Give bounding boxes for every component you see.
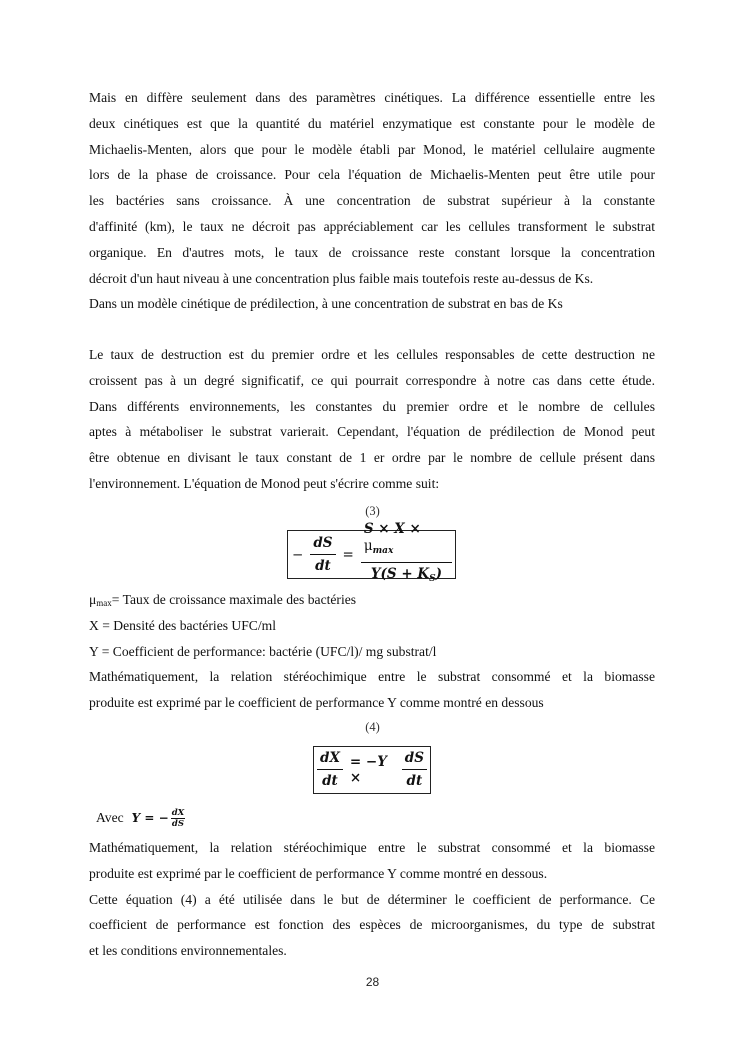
text-line: produite est exprimé par le coefficient de performance Y comme montré en dessous [89, 694, 544, 710]
text-line: coefficient de performance est fonction des espèces de microorganismes, du type de substrat [89, 917, 655, 933]
text-line: et les conditions environnementales. [89, 943, 287, 959]
rhs-denominator-close: ) [435, 566, 442, 582]
text-line: être obtenue en divisant le taux constant de 1 er ordre par le nombre de cellule présent dans [89, 450, 655, 466]
mu-definition-text: = Taux de croissance maximale des bactéries [111, 592, 357, 607]
mu-subscript: max [372, 546, 394, 556]
lhs-denominator: dt [322, 773, 338, 789]
ks-subscript: S [429, 574, 436, 584]
text-line: deux cinétiques est que la quantité du matériel enzymatique est constante pour le modèle de [89, 115, 655, 131]
text-line: organique. En d'autres mots, le taux de croissance reste constant lorsque la concentration [89, 244, 655, 260]
lhs-numerator: dS [310, 535, 335, 555]
text-line: Le taux de destruction est du premier ordre et les cellules responsables de cette destruction ne [89, 347, 655, 362]
paragraph-2 [89, 342, 655, 497]
equation-4-number: (4) [365, 720, 380, 734]
text-line: Mathématiquement, la relation stéréochimique entre le substrat consommé et la biomasse [89, 840, 655, 855]
rhs-numerator-text: S × X × [363, 521, 421, 537]
avec-label: Avec [96, 810, 124, 825]
rhs-fraction [361, 521, 452, 588]
rhs-denominator: dt [406, 773, 423, 789]
rhs-denominator-text: Y(S + K [370, 566, 430, 582]
avec-equation [132, 808, 186, 829]
page-number: 28 [365, 975, 380, 989]
definition-mu [89, 587, 655, 613]
definition-y: Y = Coefficient de performance: bactérie (UFC/l)/ mg substrat/l [89, 643, 437, 659]
avec-denominator: dS [171, 818, 185, 829]
lhs-fraction [310, 535, 335, 575]
text-line: Michaelis-Menten, alors que pour le modèle établi par Monod, le matériel cellulaire augmente [89, 141, 655, 157]
text-line: l'environnement. L'équation de Monod peut s'écrire comme suit: [89, 475, 440, 491]
text-line: Dans différents environnements, les constantes du premier ordre et le nombre de cellules [89, 398, 655, 414]
equation-3-number: (3) [365, 504, 380, 518]
avec-lhs: Y = − [131, 811, 169, 825]
text-line: produite est exprimé par le coefficient de performance Y comme montré en dessous. [89, 865, 548, 881]
equals-sign: = [342, 546, 354, 563]
paragraph-3 [89, 664, 655, 716]
text-line: croissent pas à un degré significatif, ce qui pourrait correspondre à notre cas dans cette étude. [89, 372, 655, 388]
paragraph-4 [89, 835, 655, 964]
text-line: décroit d'un haut niveau à une concentration plus faible mais toutefois reste au-dessus de Ks. [89, 270, 594, 286]
text-line: Mais en diffère seulement dans des paramètres cinétiques. La différence essentielle entre les [89, 90, 655, 105]
text-line: Cette équation (4) a été utilisée dans le but de déterminer le coefficient de performance. Ce [89, 891, 655, 907]
avec-line [96, 804, 185, 832]
lhs-denominator: dt [315, 557, 331, 574]
mu-subscript: max [96, 598, 112, 608]
equation-4-middle: = −Y × [349, 754, 387, 786]
equation-3-box [287, 521, 456, 584]
text-line: Dans un modèle cinétique de prédilection, à une concentration de substrat en bas de Ks [89, 296, 563, 312]
text-line: d'affinité (km), le taux ne décroit pas appréciablement car les cellules transforment le substrat [89, 218, 655, 234]
equation-4-box [313, 746, 431, 794]
text-line: lors de la phase de croissance. Pour cela l'équation de Michaelis-Menten peut être utile pour [89, 167, 655, 183]
paragraph-1 [89, 85, 655, 317]
rhs-fraction [402, 750, 427, 790]
mu-symbol: μ [363, 538, 373, 554]
rhs-numerator: dS [402, 750, 427, 770]
text-line: les bactéries sans croissance. À une concentration de substrat supérieur à la constante [89, 193, 655, 209]
text-line: Mathématiquement, la relation stéréochimique entre le substrat consommé et la biomasse [89, 669, 655, 684]
minus-sign: − [292, 546, 304, 563]
rhs-denominator [368, 563, 445, 588]
definitions [89, 587, 655, 664]
definition-x: X = Densité des bactéries UFC/ml [89, 617, 276, 633]
lhs-numerator: dX [317, 750, 343, 770]
avec-numerator: dX [171, 807, 185, 818]
mu-symbol: μ [89, 592, 97, 607]
avec-fraction [171, 808, 186, 829]
rhs-numerator [361, 521, 452, 563]
lhs-fraction [317, 750, 343, 790]
text-line: aptes à métaboliser le substrat varierait. Cependant, l'équation de prédilection de Monod peut [89, 424, 655, 440]
